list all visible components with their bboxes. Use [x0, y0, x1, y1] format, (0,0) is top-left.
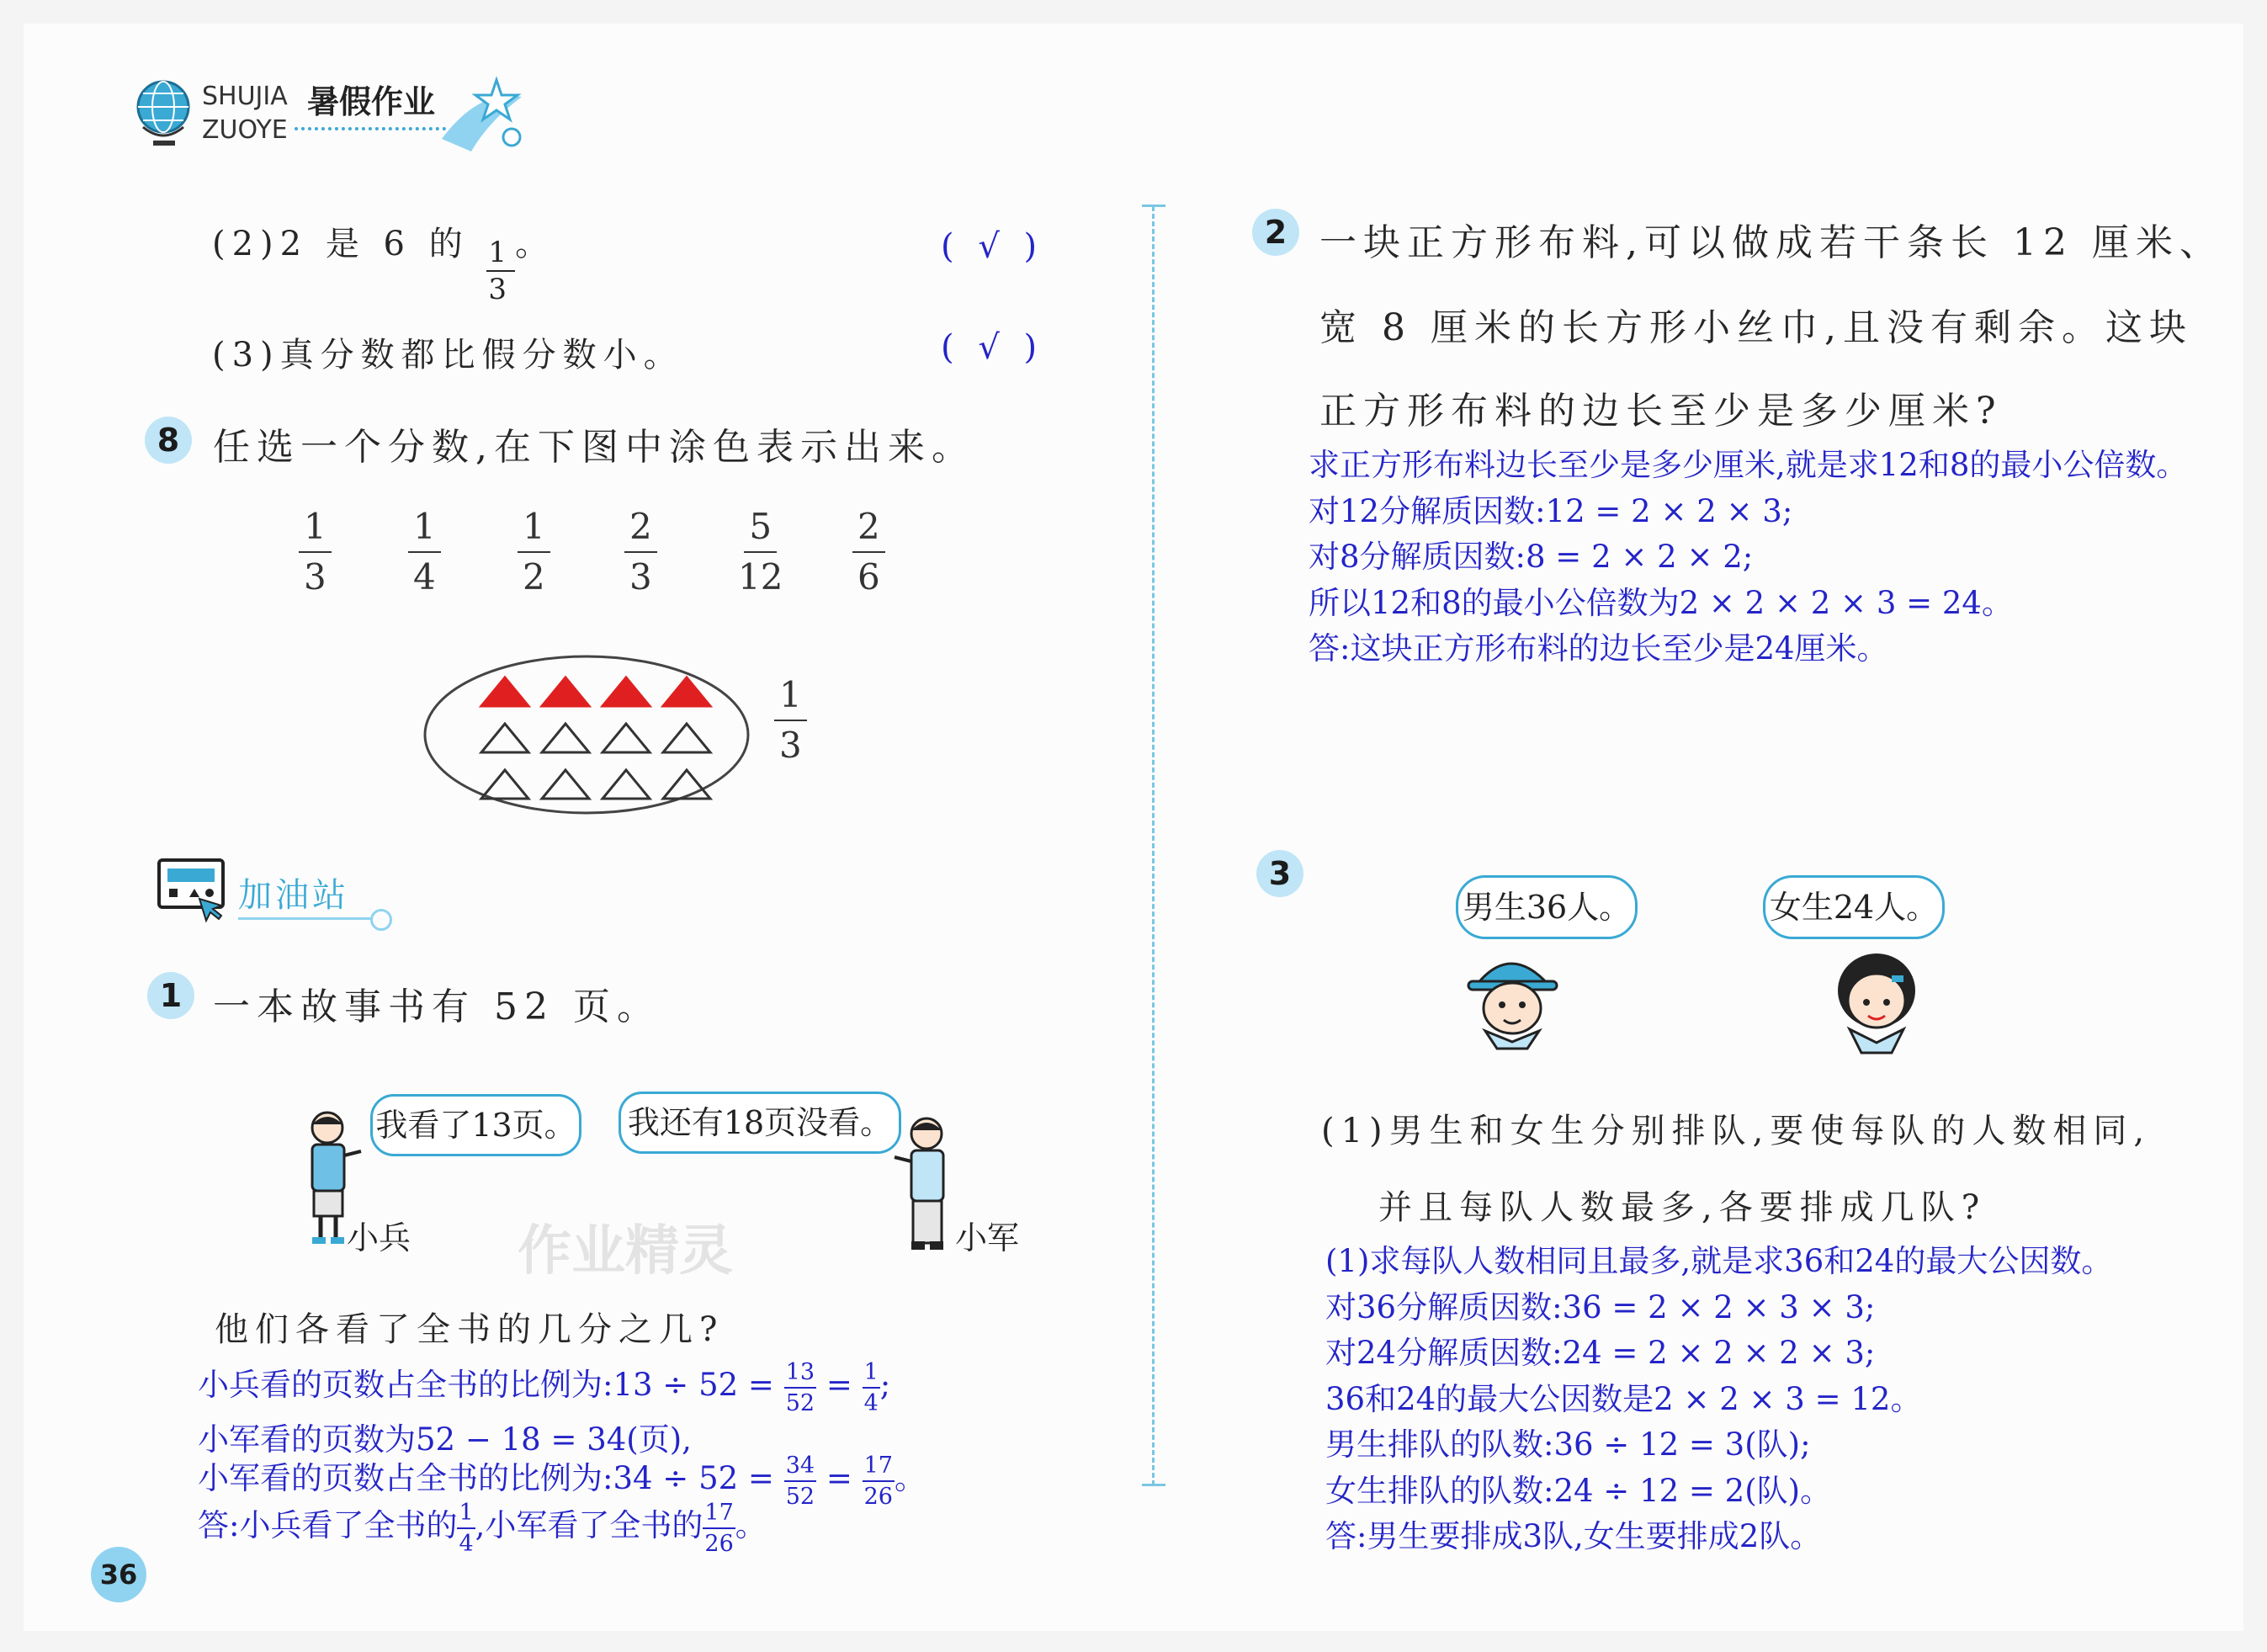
item-2-fraction: $\frac{1}{3}$: [488, 236, 514, 306]
logo-dotted-line: [295, 127, 446, 130]
bubble-xiaobing: 我看了13页。: [370, 1094, 581, 1156]
fraction-option[interactable]: $\frac{2}{6}$: [852, 509, 885, 595]
q1-badge: 1: [147, 972, 194, 1019]
section-title: 加油站: [238, 876, 349, 915]
section-dot: [370, 909, 392, 931]
name-xiaobing: 小兵: [347, 1219, 411, 1256]
name-xiaojun: 小军: [955, 1219, 1020, 1256]
item-2-mark: ( √ ): [941, 227, 1044, 266]
q1-answer-4: 答:小兵看了全书的 $\frac{1}{4}$ ,小军看了全书的 $\frac{17}{26}$ 。: [198, 1499, 767, 1557]
divider-tick-bottom: [1142, 1484, 1165, 1486]
center-divider: [1152, 206, 1155, 1485]
q2-badge: 2: [1252, 209, 1299, 256]
logo-en-line2: ZUOYE: [202, 115, 288, 145]
fraction-option[interactable]: $\frac{2}{3}$: [624, 509, 657, 595]
item-3-text: (3)真分数都比假分数小。: [212, 336, 684, 374]
item-3-mark: ( √ ): [941, 328, 1044, 367]
answer-line: 男生排队的队数:36 ÷ 12 = 3(队);: [1325, 1426, 1811, 1463]
q3-sub1-line-2: 并且每队人数最多,各要排成几队?: [1378, 1188, 1987, 1227]
bubble-xiaojun: 我还有18页没看。: [619, 1092, 901, 1154]
fraction-option[interactable]: $\frac{5}{12}$: [738, 506, 783, 598]
section-header: [156, 857, 408, 932]
q8-text: 任选一个分数,在下图中涂色表示出来。: [213, 426, 975, 469]
shading-figure: [421, 652, 757, 821]
answer-line: (1)求每队人数相同且最多,就是求36和24的最大公因数。: [1325, 1243, 2113, 1279]
logo-en-line1: SHUJIA: [202, 82, 288, 111]
answer-line: 36和24的最大公因数是2 × 2 × 3 = 12。: [1325, 1380, 1922, 1417]
answer-line: 所以12和8的最小公倍数为2 × 2 × 2 × 3 = 24。: [1309, 584, 2013, 621]
fraction-option[interactable]: $\frac{1}{4}$: [408, 509, 441, 595]
answer-line: 答:男生要排成3队,女生要排成2队。: [1325, 1518, 1822, 1554]
q1-question: 他们各看了全书的几分之几?: [215, 1310, 725, 1349]
logo-cn: 暑假作业: [307, 83, 436, 120]
q2-line-2: 宽 8 厘米的长方形小丝巾,且没有剩余。这块: [1319, 306, 2193, 349]
bubble-girls: 女生24人。: [1763, 875, 1945, 939]
answer-line: 对12分解质因数:12 = 2 × 2 × 3;: [1309, 492, 1793, 529]
answer-line: 对24分解质因数:24 = 2 × 2 × 2 × 3;: [1325, 1335, 1876, 1371]
fraction-option[interactable]: $\frac{1}{2}$: [518, 509, 550, 595]
q3-sub1-line-1: (1)男生和女生分别排队,要使每队的人数相同,: [1321, 1112, 2152, 1150]
q8-badge: 8: [145, 417, 192, 464]
watermark: 作业精灵: [518, 1220, 733, 1283]
answer-line: 求正方形布料边长至少是多少厘米,就是求12和8的最小公倍数。: [1309, 447, 2188, 483]
bubble-boys: 男生36人。: [1456, 875, 1638, 939]
q2-line-3: 正方形布料的边长至少是多少厘米?: [1319, 390, 2003, 433]
page-number: 36: [91, 1547, 146, 1602]
fraction-option[interactable]: $\frac{1}{3}$: [299, 509, 332, 595]
header-logo: [135, 72, 530, 160]
girl-head-figure: [1818, 938, 1935, 1056]
shaded-fraction: $\frac{1}{3}$: [774, 677, 807, 763]
boy-figure-xiaojun: [888, 1115, 964, 1258]
q1-text: 一本故事书有 52 页。: [213, 985, 661, 1028]
q2-line-1: 一块正方形布料,可以做成若干条长 12 厘米、: [1319, 221, 2223, 264]
q1-answer-2: 小军看的页数为52 − 18 = 34(页),: [198, 1421, 692, 1458]
globe-icon: [135, 77, 194, 152]
q1-answer-1: 小兵看的页数占全书的比例为:13 ÷ 52 = $\frac{13}{52}$ = $\frac{1}{4}$ ;: [198, 1358, 891, 1416]
q1-answer-3: 小军看的页数占全书的比例为:34 ÷ 52 = $\frac{34}{52}$ = $\frac{17}{26}$ 。: [198, 1452, 926, 1510]
section-underline: [238, 917, 373, 920]
item-2: (2)2 是 6 的 $\frac{1}{3}$ 。: [212, 225, 556, 306]
boy-head-figure: [1460, 943, 1569, 1052]
answer-line: 对8分解质因数:8 = 2 × 2 × 2;: [1309, 539, 1754, 575]
item-2-text: (2)2 是 6 的: [212, 225, 470, 263]
q3-badge: 3: [1256, 850, 1303, 897]
divider-tick-top: [1142, 205, 1165, 207]
answer-line: 答:这块正方形布料的边长至少是24厘米。: [1309, 630, 1888, 667]
answer-line: 女生排队的队数:24 ÷ 12 = 2(队)。: [1325, 1472, 1832, 1509]
answer-line: 对36分解质因数:36 = 2 × 2 × 3 × 3;: [1325, 1288, 1876, 1325]
computer-icon: [156, 857, 231, 924]
star-swoosh-icon: [438, 72, 530, 156]
